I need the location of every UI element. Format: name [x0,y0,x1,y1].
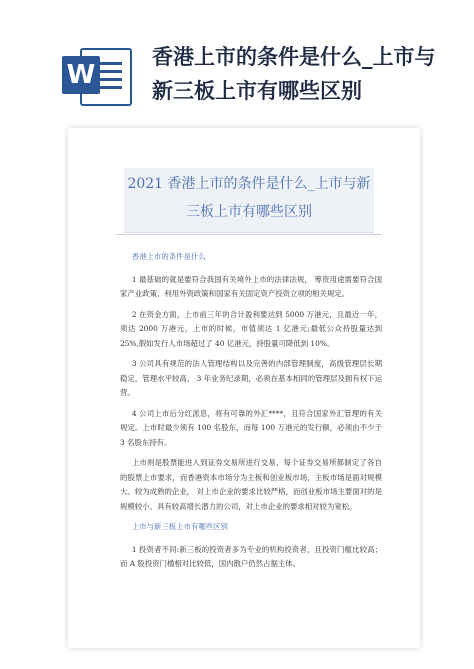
page-header [0,0,474,120]
word-document-icon [62,44,132,106]
word-badge: W [62,56,100,94]
document-title: 2021 香港上市的条件是什么_上市与新三板上市有哪些区别 [127,176,371,220]
paragraph: 2 在资金方面，上市前三年的合计盈利要达到 5000 万港元，且最近一年，须达 2000 万港元，上市的时候，市值须达 1 亿港元;最低公众持股量达到 25%,假如发行人市场超过了 40 亿港元，持股量可降低到 10%。 [120,309,382,348]
section-heading: 上市与新三板上市有哪些区别 [131,522,228,531]
title-divider [116,234,382,235]
paragraph: 4 公司上市后分红派息，将有可靠的外汇****，且符合国家外汇管理的有关规定。上市时最少须有 100 名股东，而每 100 万港元的发行额，必须由不少于 3 名股东持有。 [120,408,382,447]
document-body [120,248,382,578]
document-preview [68,128,420,648]
paragraph: 3 公司具有规范的法人管理结构以及完善的内部管理制度，高级管理层长期稳定，管理水平较高， 3 年业务纪录期，必须在基本相同的管理层及拥有权下运营。 [120,359,382,397]
paragraph: 上市则是股票能进入到证券交易所进行交易，每个证券交易所都制定了各自的股票上市要求，而香港资本市场分为主板和创业板市场，主板市场是面对规模大、较为成熟的企业， 对上市企业的要求比较严格，而创业板市场主要面对的是规模较小、具有较高增长潜力的公司，对上市企业的要求相对较为宽松。 [120,458,382,511]
paragraph: 1 最基础的就是要符合我国有关境外上市的法律法规， 筹资用途需要符合国家产业政策、利用外资政策和国家有关固定资产投资立项的相关规定。 [120,274,382,298]
paragraph: 1 投资者不同:新三板的投资者多为专业的机构投资者，且投资门槛比较高；而 A 股投资门槛相对比较低，国内散户仍然占据主体。 [120,544,382,568]
section-heading: 香港上市的条件是什么 [131,252,206,261]
page-title: 香港上市的条件是什么_上市与新三板上市有哪些区别 [152,45,436,103]
